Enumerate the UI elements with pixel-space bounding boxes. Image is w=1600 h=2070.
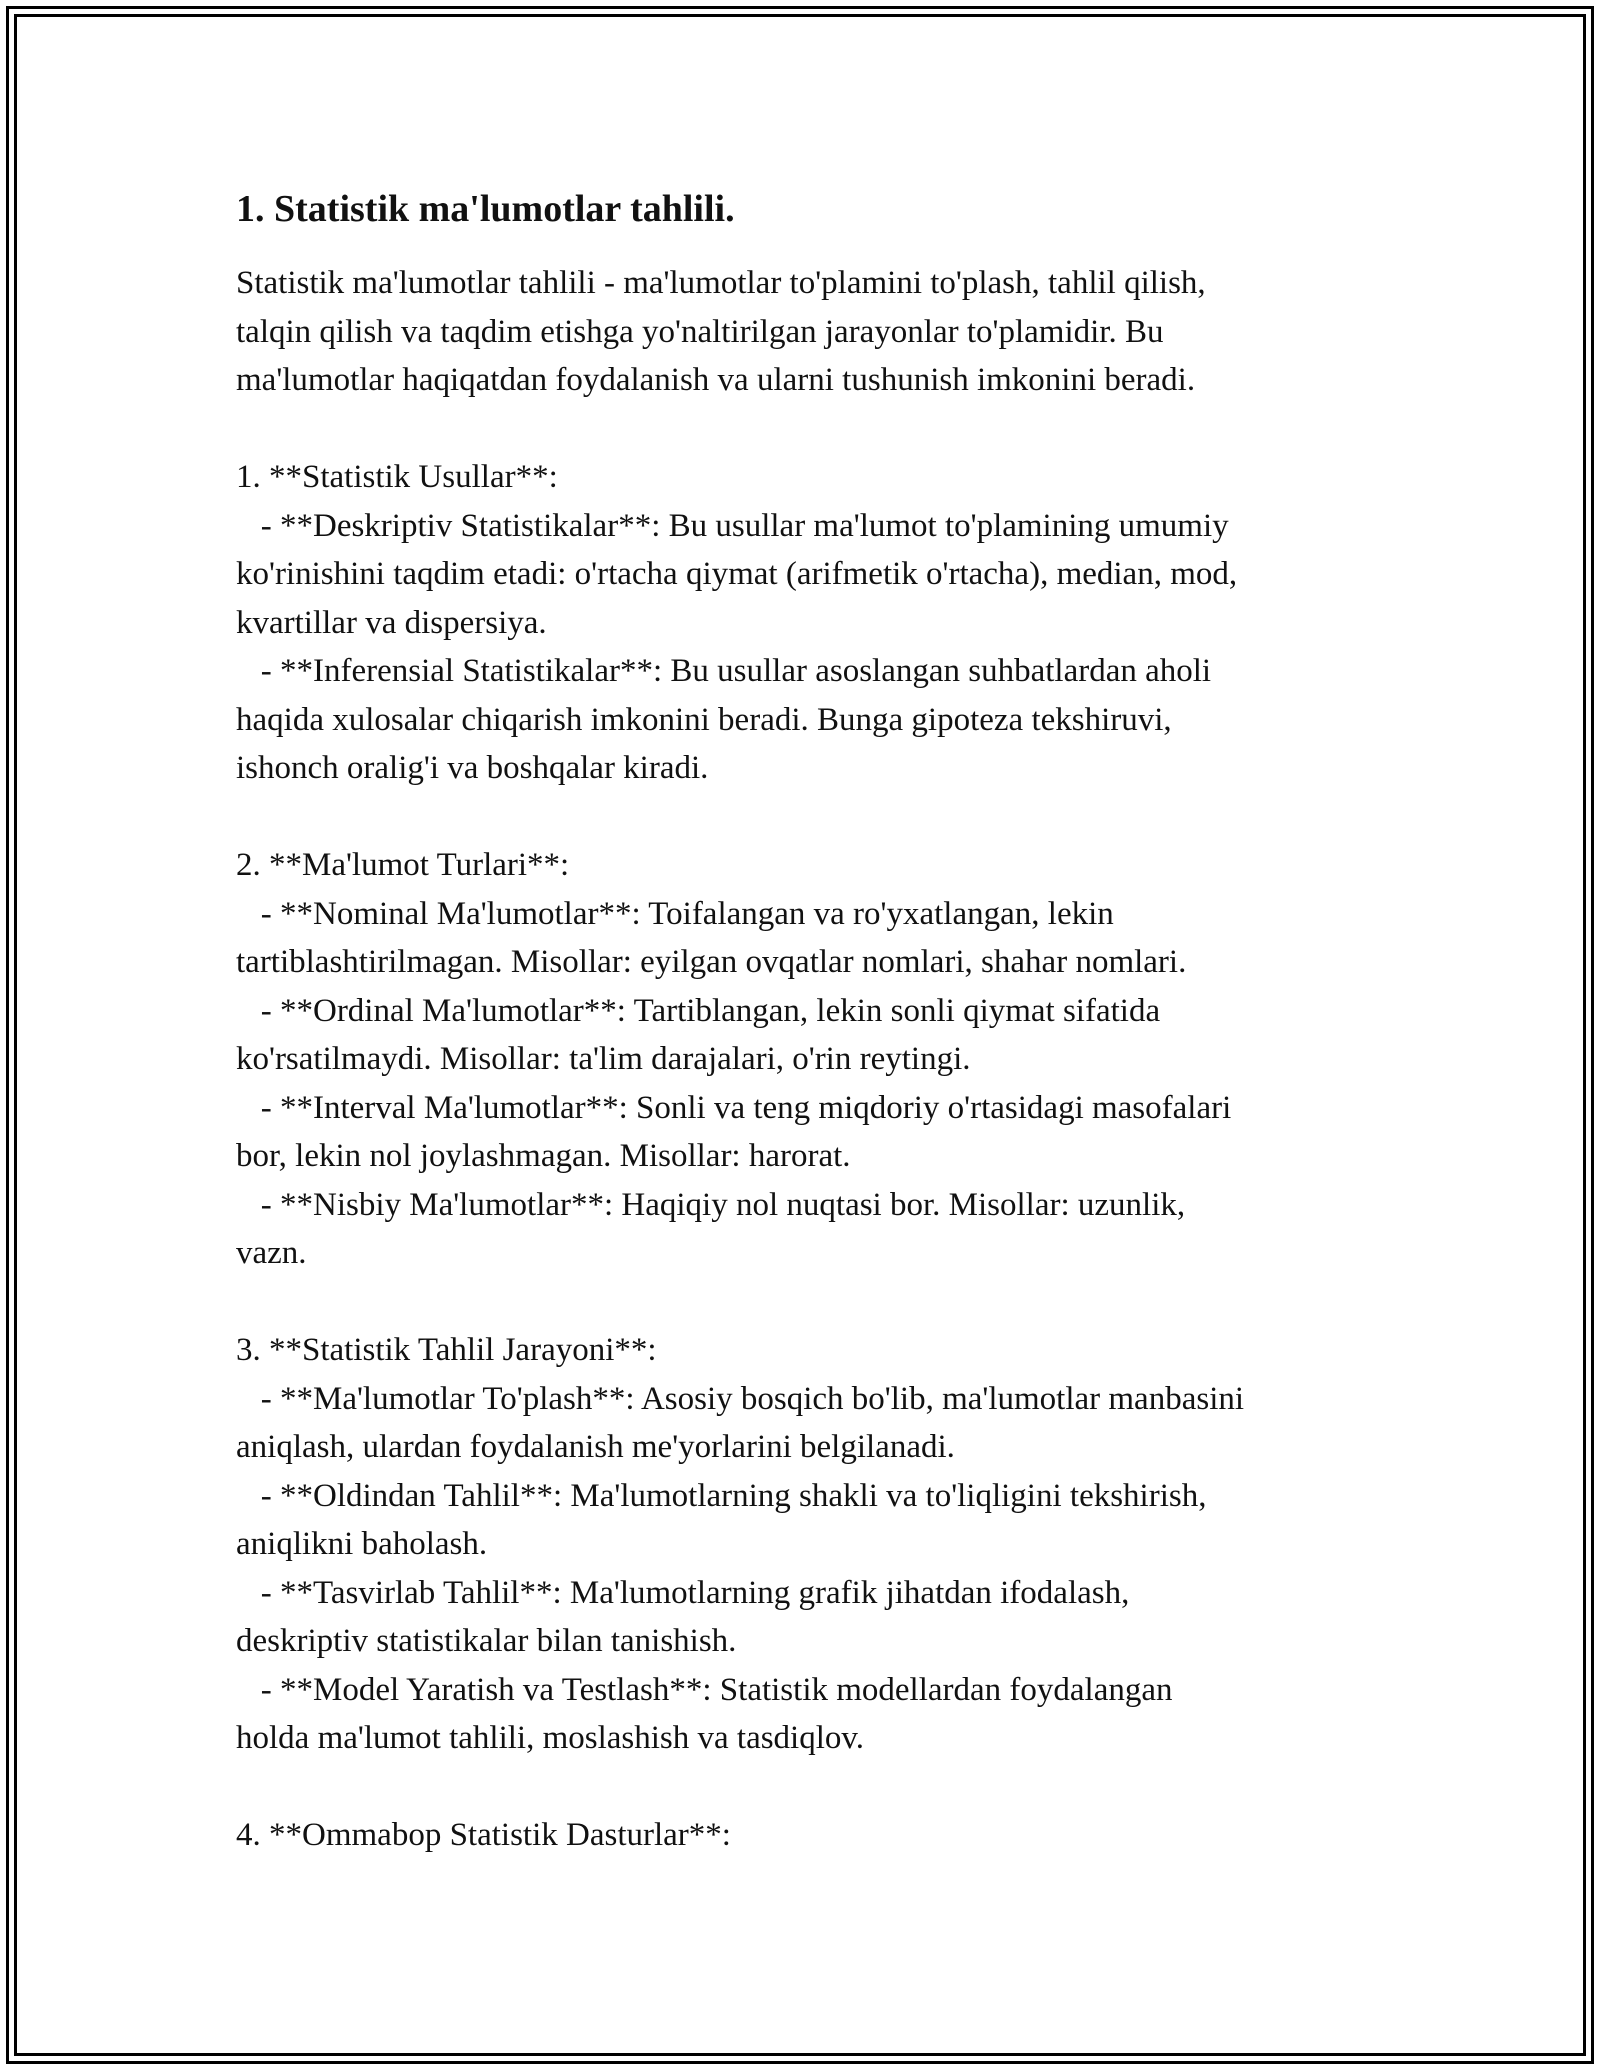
document-body xyxy=(236,185,1416,1860)
text-line: kvartillar va dispersiya. xyxy=(236,604,547,641)
intro-paragraph xyxy=(236,259,1416,405)
text-line: deskriptiv statistikalar bilan tanishish. xyxy=(236,1623,737,1659)
text-line: bor, lekin nol joylashmagan. Misollar: harorat. xyxy=(236,1138,851,1174)
text-line: - **Inferensial Statistikalar**: Bu usullar asoslangan suhbatlardan aholi xyxy=(236,653,1212,689)
text-line: talqin qilish va taqdim etishga yo'naltirilgan jarayonlar to'plamidir. Bu xyxy=(236,313,1164,350)
section-data-types xyxy=(236,841,1416,1278)
list-heading: 2. **Ma'lumot Turlari**: xyxy=(236,847,570,883)
paragraph-gap xyxy=(236,1763,1416,1812)
text-line: ko'rsatilmaydi. Misollar: ta'lim darajalari, o'rin reytingi. xyxy=(236,1041,971,1077)
text-line: - **Tasvirlab Tahlil**: Ma'lumotlarning grafik jihatdan ifodalash, xyxy=(236,1574,1130,1611)
paragraph-gap xyxy=(236,793,1416,842)
section-statistical-software xyxy=(236,1811,1416,1860)
text-line: - **Interval Ma'lumotlar**: Sonli va teng miqdoriy o'rtasidagi masofalari xyxy=(236,1089,1232,1126)
text-line: aniqlikni baholash. xyxy=(236,1526,488,1562)
paragraph-gap xyxy=(236,1278,1416,1327)
text-line: - **Model Yaratish va Testlash**: Statistik modellardan foydalangan xyxy=(236,1671,1173,1708)
text-line: aniqlash, ulardan foydalanish me'yorlarini belgilanadi. xyxy=(236,1429,955,1465)
text-line: vazn. xyxy=(236,1235,307,1271)
section-analysis-process xyxy=(236,1326,1416,1763)
text-line: ko'rinishini taqdim etadi: o'rtacha qiymat (arifmetik o'rtacha), median, mod, xyxy=(236,556,1238,592)
text-line: - **Ordinal Ma'lumotlar**: Tartiblangan, lekin sonli qiymat sifatida xyxy=(236,992,1161,1029)
list-heading: 1. **Statistik Usullar**: xyxy=(236,459,558,495)
list-heading: 4. **Ommabop Statistik Dasturlar**: xyxy=(236,1817,731,1853)
paragraph-gap xyxy=(236,405,1416,454)
text-line: - **Nisbiy Ma'lumotlar**: Haqiqiy nol nuqtasi bor. Misollar: uzunlik, xyxy=(236,1186,1186,1223)
section-statistical-methods xyxy=(236,453,1416,793)
text-line: - **Ma'lumotlar To'plash**: Asosiy bosqich bo'lib, ma'lumotlar manbasini xyxy=(236,1380,1245,1417)
text-line: Statistik ma'lumotlar tahlili - ma'lumotlar to'plamini to'plash, tahlil qilish, xyxy=(236,265,1206,301)
text-line: haqida xulosalar chiqarish imkonini beradi. Bunga gipoteza tekshiruvi, xyxy=(236,701,1172,738)
text-line: tartiblashtirilmagan. Misollar: eyilgan ovqatlar nomlari, shahar nomlari. xyxy=(236,944,1187,980)
text-line: - **Oldindan Tahlil**: Ma'lumotlarning shakli va to'liqligini tekshirish, xyxy=(236,1477,1207,1514)
text-line: - **Nominal Ma'lumotlar**: Toifalangan va ro'yxatlangan, lekin xyxy=(236,895,1114,932)
list-heading: 3. **Statistik Tahlil Jarayoni**: xyxy=(236,1332,657,1368)
text-line: ishonch oralig'i va boshqalar kiradi. xyxy=(236,750,709,786)
text-line: ma'lumotlar haqiqatdan foydalanish va ularni tushunish imkonini beradi. xyxy=(236,362,1196,398)
text-line: holda ma'lumot tahlili, moslashish va tasdiqlov. xyxy=(236,1720,864,1756)
section-heading: 1. Statistik ma'lumotlar tahlili. xyxy=(236,188,735,230)
text-line: - **Deskriptiv Statistikalar**: Bu usullar ma'lumot to'plamining umumiy xyxy=(236,507,1229,544)
